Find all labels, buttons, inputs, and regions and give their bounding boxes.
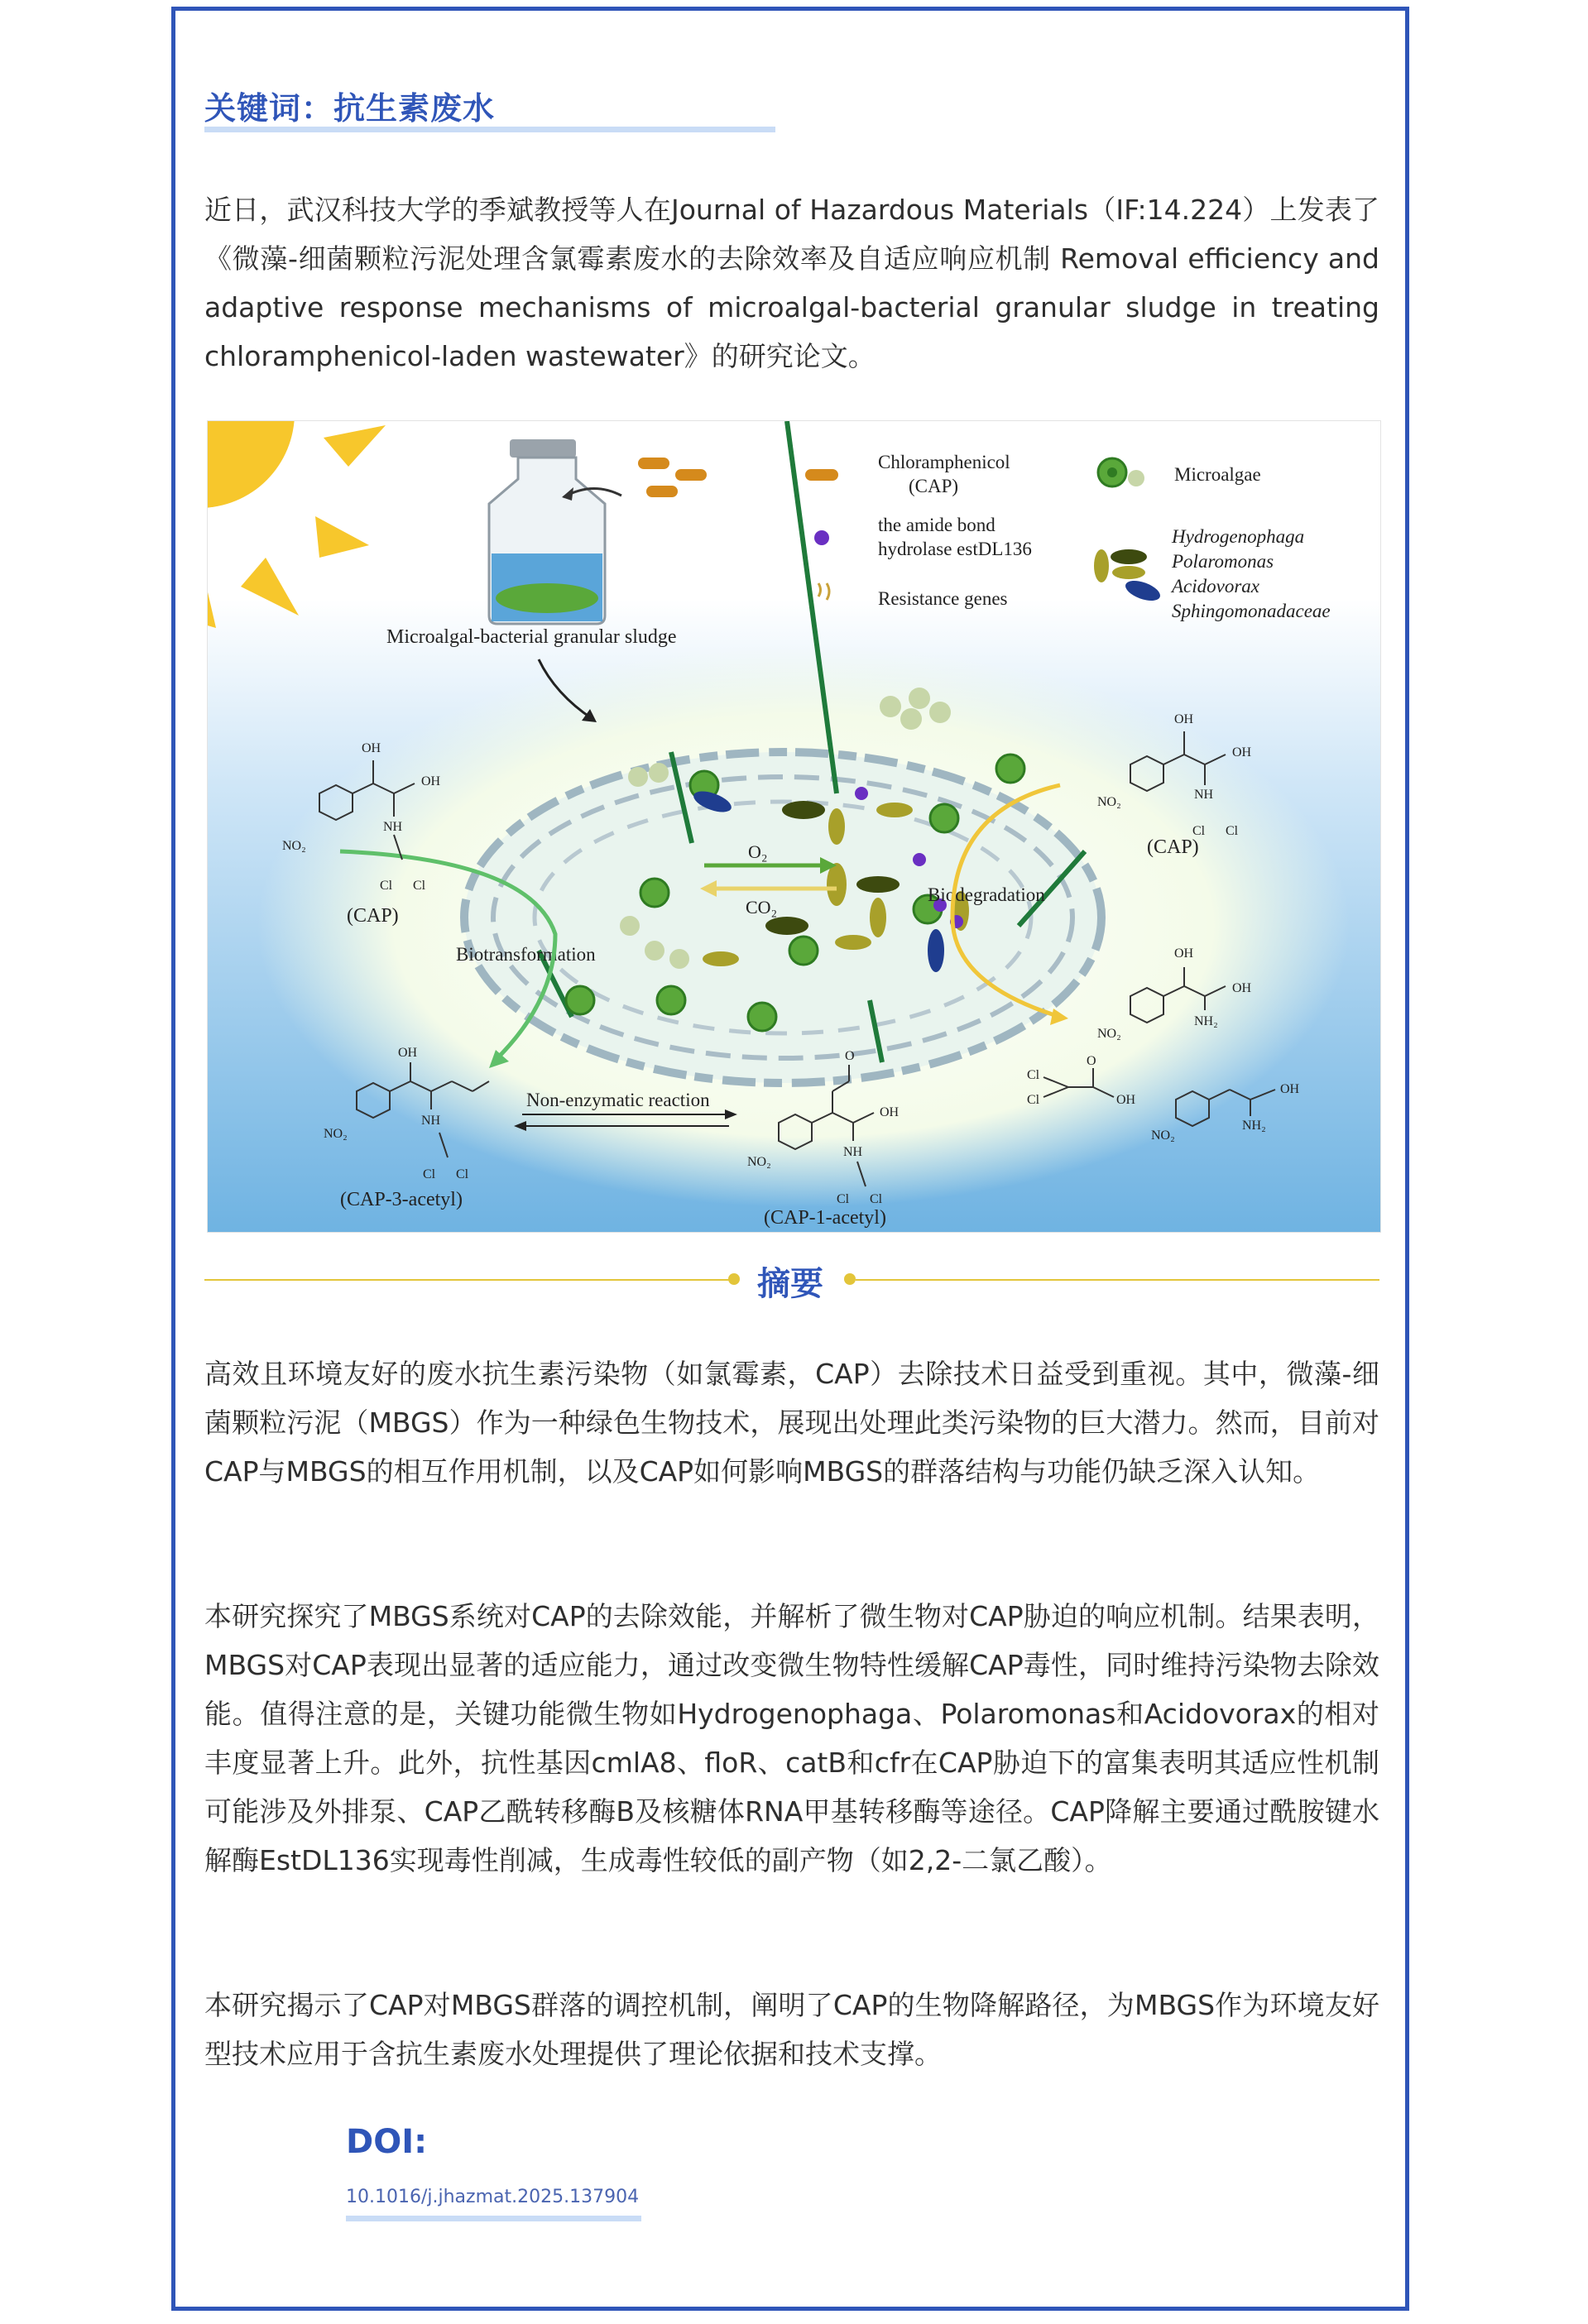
legend-bacteria-icon: [1094, 549, 1109, 582]
abstract-paragraph-1: 高效且环境友好的废水抗生素污染物（如氯霉素，CAP）去除技术日益受到重视。其中，微藻-细菌颗粒污泥（MBGS）作为一种绿色生物技术，展现出处理此类污染物的巨大潜力。然而，目前对CAP与MBGS的相互作用机制，以及CAP如何影响MBGS的群落结构与功能仍缺乏深入认知。: [204, 1358, 1379, 1488]
section-divider-right: [856, 1279, 1379, 1281]
chem-cl: Cl: [870, 1192, 883, 1206]
legend-bacteria-1: Hydrogenophaga: [1172, 526, 1305, 547]
chem-cl: Cl: [1027, 1093, 1040, 1107]
abstract-title: 摘要: [757, 1265, 823, 1303]
chem-nh: NH: [843, 1145, 863, 1159]
cap-molecule-icon: [675, 469, 707, 481]
doi-link[interactable]: 10.1016/j.jhazmat.2025.137904: [346, 2187, 640, 2207]
cap-label-left: (CAP): [347, 905, 399, 927]
chem-nh: NH: [421, 1114, 441, 1128]
section-divider-dot-right: [844, 1273, 856, 1285]
chem-cl: Cl: [380, 879, 393, 893]
legend-hydrolase-icon: [814, 530, 829, 545]
cap3-label: (CAP-3-acetyl): [340, 1189, 463, 1210]
chem-oh: OH: [1280, 1082, 1300, 1096]
legend-hydrolase-line2: hydrolase estDL136: [878, 539, 1032, 559]
legend-hydrolase-line1: the amide bond: [878, 515, 995, 535]
chem-oh: OH: [398, 1046, 418, 1060]
cap-molecule-icon: [638, 458, 669, 469]
o2-label: O₂: [748, 841, 768, 862]
legend-microalgae-core: [1107, 467, 1117, 477]
chem-nh2: NH₂: [1194, 1014, 1218, 1028]
chem-oh: OH: [421, 774, 441, 788]
chem-cl: Cl: [423, 1167, 436, 1181]
chem-cl: Cl: [413, 879, 426, 893]
chem-oh: OH: [880, 1105, 900, 1119]
biodegradation-label: Biodegradation: [928, 884, 1045, 905]
legend-microalgae: Microalgae: [1174, 464, 1261, 485]
abstract-paragraph-2: 本研究探究了MBGS系统对CAP的去除效能，并解析了微生物对CAP胁迫的响应机制。结果表明，MBGS对CAP表现出显著的适应能力，通过改变微生物特性缓解CAP毒性，同时维持污染物去除效能。值得注意的是，关键功能微生物如Hydrogenophaga、Polaromonas和Acidovorax的相对丰度显著上升。此外，抗性基因cmlA8、floR、catB和cfr在CAP胁迫下的富集表明其适应性机制可能涉及外排泵、CAP乙酰转移酶B及核糖体RNA甲基转移酶等途径。CAP降解主要通过酰胺键水解酶EstDL136实现毒性削减，生成毒性较低的副产物（如2,2-二氯乙酸）。: [204, 1600, 1379, 1876]
chem-oh: OH: [1116, 1093, 1136, 1107]
legend-cap-line2: (CAP): [909, 476, 959, 496]
chem-cl: Cl: [1226, 824, 1239, 838]
section-divider-dot-left: [728, 1273, 740, 1285]
chem-oh: OH: [362, 741, 381, 755]
chem-cl: Cl: [456, 1167, 469, 1181]
section-divider-left: [204, 1279, 730, 1281]
biotransformation-label: Biotransformation: [456, 944, 596, 965]
chem-no2: NO₂: [1097, 795, 1121, 809]
chem-nh2: NH₂: [1242, 1119, 1266, 1133]
chem-cl: Cl: [837, 1192, 850, 1206]
legend-bacteria-2: Polaromonas: [1172, 551, 1274, 572]
chem-no2: NO₂: [324, 1127, 348, 1141]
cap1-label: (CAP-1-acetyl): [764, 1207, 886, 1229]
legend-bacteria-3: Acidovorax: [1172, 576, 1260, 597]
chem-no2: NO₂: [1097, 1027, 1121, 1041]
legend-microalgae-small: [1128, 470, 1144, 486]
keywords-label: 关键词：抗生素废水: [204, 90, 496, 127]
chem-cl: Cl: [1027, 1068, 1040, 1082]
keywords-underline: [204, 127, 775, 132]
legend-bacteria-4: Sphingomonadaceae: [1172, 601, 1331, 621]
chem-o: O: [1087, 1054, 1096, 1068]
chem-oh: OH: [1174, 946, 1194, 961]
chem-no2: NO₂: [1151, 1128, 1175, 1143]
chem-nh: NH: [1194, 788, 1214, 802]
cap-molecule-icon: [646, 486, 678, 497]
intro-paragraph: 近日，武汉科技大学的季斌教授等人在Journal of Hazardous Materials（IF:14.224）上发表了《微藻-细菌颗粒污泥处理含氯霉素废水的去除效率及自适应响应机制 Removal efficiency and adaptive response mechanisms of microalgal-bacterial granular sludge in treating chloramphenicol-laden wastewater》的研究论文。: [204, 194, 1379, 372]
co2-label: CO₂: [746, 897, 778, 918]
abstract-paragraph-3: 本研究揭示了CAP对MBGS群落的调控机制，阐明了CAP的生物降解路径，为MBGS作为环境友好型技术应用于含抗生素废水处理提供了理论依据和技术支撑。: [204, 1989, 1379, 2070]
legend-bacteria-icon: [1111, 549, 1147, 564]
chem-oh: OH: [1232, 981, 1252, 995]
chem-nh: NH: [383, 820, 403, 834]
doi-underline: [346, 2216, 641, 2221]
cap-label-right: (CAP): [1147, 836, 1199, 858]
legend-cap-icon: [805, 469, 838, 481]
chem-oh: OH: [1232, 745, 1252, 759]
legend-cap-line1: Chloramphenicol: [878, 452, 1010, 472]
chem-o: O: [845, 1049, 855, 1063]
legend-resistance: Resistance genes: [878, 588, 1008, 609]
chem-no2: NO₂: [282, 839, 306, 853]
legend-bacteria-icon: [1112, 566, 1145, 579]
chem-oh: OH: [1174, 712, 1194, 726]
non-enzymatic-label: Non-enzymatic reaction: [526, 1090, 710, 1110]
sludge-label: Microalgal-bacterial granular sludge: [386, 626, 677, 648]
graphical-abstract-svg: [208, 421, 1380, 1232]
chem-cl: Cl: [1192, 824, 1206, 838]
doi-label: DOI:: [346, 2123, 428, 2161]
chem-no2: NO₂: [747, 1155, 771, 1169]
graphical-abstract-figure: [207, 420, 1381, 1233]
